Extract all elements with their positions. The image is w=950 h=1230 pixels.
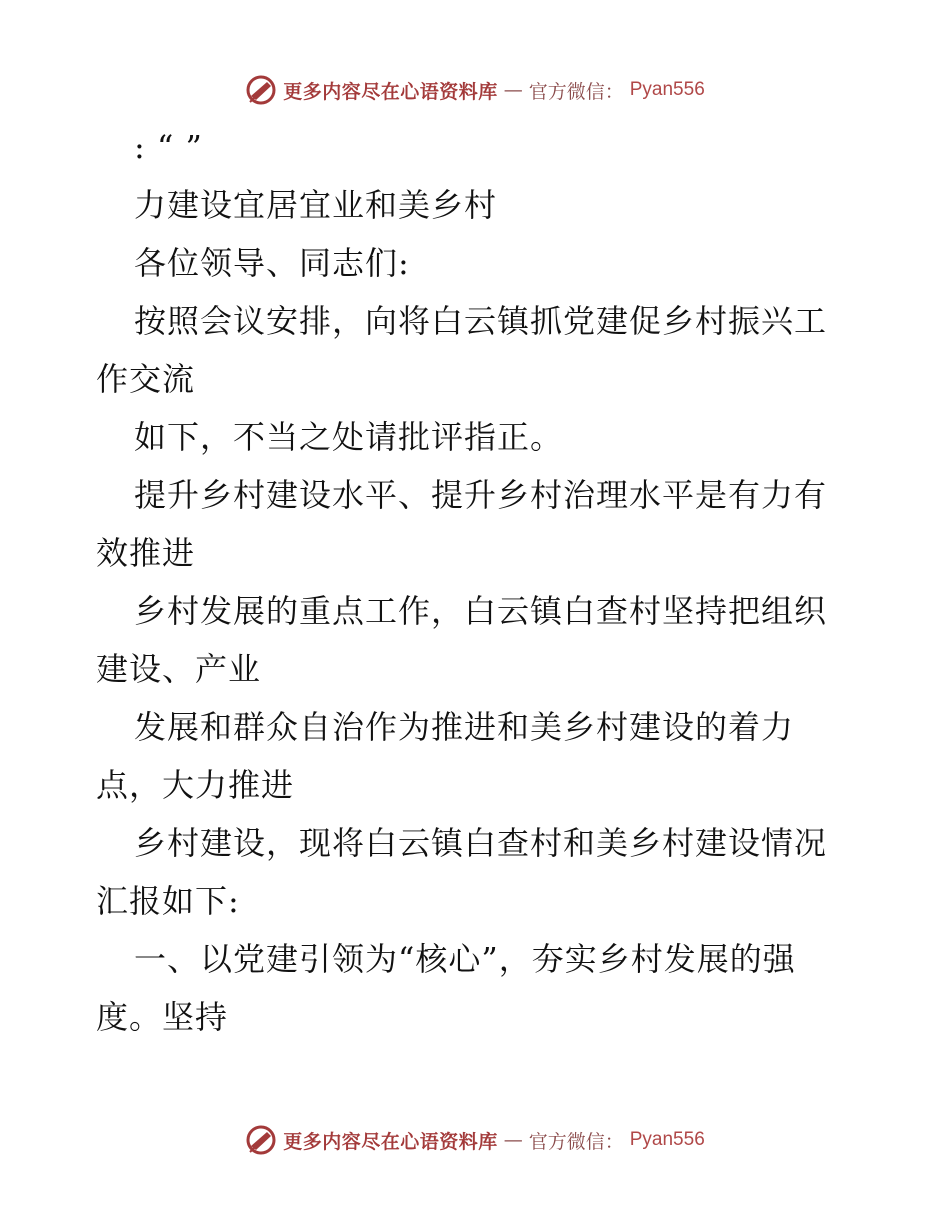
pen-logo-icon: [245, 74, 277, 106]
paragraph-line: 力建设宜居宜业和美乡村: [134, 186, 498, 224]
paragraph-line: 乡村发展的重点工作，白云镇白查村坚持把组织: [134, 592, 828, 630]
paragraph-line: 建设、产业: [96, 650, 262, 688]
paragraph-line: 各位领导、同志们:: [134, 244, 410, 282]
paragraph-line: 一、以党建引领为“核心”，夯实乡村发展的强: [134, 940, 796, 978]
watermark-dash: —: [503, 1129, 523, 1151]
paragraph-line: 乡村建设，现将白云镇白查村和美乡村建设情况: [134, 824, 828, 862]
header-watermark: [0, 70, 950, 110]
watermark-dash: —: [503, 79, 523, 101]
paragraph-line: 如下，不当之处请批评指正。: [134, 418, 564, 456]
paragraph-line: 作交流: [96, 360, 196, 398]
watermark-wechat-id: Pyan556: [629, 1129, 705, 1150]
paragraph-line: 度。坚持: [96, 998, 229, 1036]
watermark-wechat-label: 官方微信：: [528, 80, 624, 103]
paragraph-line: 点，大力推进: [96, 766, 295, 804]
paragraph-line: 汇报如下:: [96, 882, 240, 920]
watermark-brand: 更多内容尽在心语资料库: [283, 80, 498, 103]
paragraph-line: 发展和群众自治作为推进和美乡村建设的着力: [134, 708, 795, 746]
paragraph-line: : “ ”: [134, 128, 203, 166]
watermark-brand: 更多内容尽在心语资料库: [283, 1130, 498, 1153]
watermark-wechat-id: Pyan556: [629, 79, 705, 100]
paragraph-line: 效推进: [96, 534, 196, 572]
paragraph-line: 按照会议安排，向将白云镇抓党建促乡村振兴工: [134, 302, 828, 340]
document-body: [96, 118, 856, 1046]
watermark-wechat-label: 官方微信：: [528, 1130, 624, 1153]
pen-logo-icon: [245, 1124, 277, 1156]
footer-watermark: [0, 1120, 950, 1160]
paragraph-line: 提升乡村建设水平、提升乡村治理水平是有力有: [134, 476, 828, 514]
